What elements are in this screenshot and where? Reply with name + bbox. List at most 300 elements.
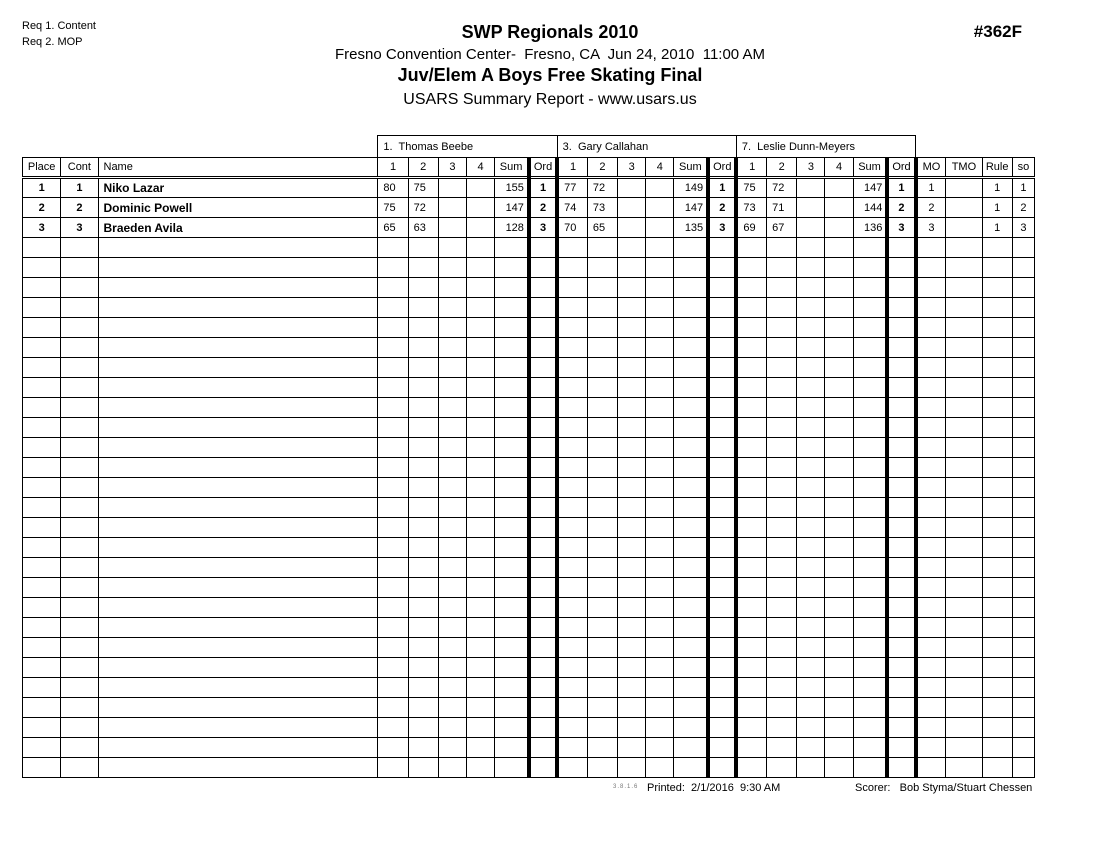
rule-cell (982, 318, 1012, 338)
sum-cell: 128 (495, 218, 529, 238)
score-cell (587, 438, 617, 458)
score-cell (467, 738, 495, 758)
sum-cell (495, 658, 529, 678)
score-cell (618, 518, 646, 538)
sum-cell (674, 738, 708, 758)
score-cell (618, 338, 646, 358)
header-judge3-2: 2 (767, 158, 797, 178)
score-cell (618, 258, 646, 278)
ord-cell (887, 338, 915, 358)
table-row (23, 678, 1035, 698)
score-cell (646, 598, 674, 618)
score-cell (736, 578, 766, 598)
score-cell (467, 658, 495, 678)
place-cell (23, 718, 61, 738)
ord-cell (708, 398, 736, 418)
rule-cell (982, 358, 1012, 378)
mo-cell (916, 678, 946, 698)
score-cell (467, 178, 495, 198)
score-cell (797, 318, 825, 338)
mo-cell (916, 598, 946, 618)
score-cell (767, 718, 797, 738)
mo-cell (916, 558, 946, 578)
score-cell (467, 218, 495, 238)
score-cell (767, 518, 797, 538)
sum-cell (495, 438, 529, 458)
ord-cell: 3 (708, 218, 736, 238)
sum-cell (495, 558, 529, 578)
score-cell (408, 398, 438, 418)
score-cell (767, 558, 797, 578)
name-cell (98, 618, 378, 638)
place-cell: 3 (23, 218, 61, 238)
score-cell (587, 338, 617, 358)
score-cell (797, 338, 825, 358)
cont-cell (61, 718, 98, 738)
score-cell (618, 298, 646, 318)
score-cell (587, 378, 617, 398)
score-cell (587, 418, 617, 438)
ord-cell (708, 258, 736, 278)
name-cell (98, 598, 378, 618)
footer-version: 3.8.1.6 (613, 784, 639, 790)
score-cell (736, 598, 766, 618)
sum-cell (674, 538, 708, 558)
score-cell (797, 458, 825, 478)
score-cell (825, 658, 853, 678)
table-row (23, 278, 1035, 298)
ord-cell (708, 638, 736, 658)
sum-cell (853, 518, 887, 538)
sum-cell (495, 578, 529, 598)
cont-cell (61, 438, 98, 458)
score-cell (825, 478, 853, 498)
name-cell (98, 418, 378, 438)
ord-cell (887, 238, 915, 258)
score-cell (825, 558, 853, 578)
score-cell (408, 498, 438, 518)
score-cell (378, 658, 408, 678)
score-cell (646, 518, 674, 538)
so-cell (1012, 438, 1034, 458)
score-cell (736, 438, 766, 458)
rule-cell (982, 418, 1012, 438)
place-cell (23, 618, 61, 638)
score-cell (646, 738, 674, 758)
sum-cell (495, 638, 529, 658)
ord-cell (887, 358, 915, 378)
score-cell (736, 618, 766, 638)
score-cell (767, 618, 797, 638)
score-cell (587, 258, 617, 278)
ord-cell (529, 398, 557, 418)
table-row (23, 318, 1035, 338)
ord-cell (529, 578, 557, 598)
sum-cell (674, 258, 708, 278)
score-cell (587, 278, 617, 298)
sum-cell (495, 418, 529, 438)
table-row (23, 298, 1035, 318)
rule-cell (982, 638, 1012, 658)
score-cell (767, 238, 797, 258)
mo-cell (916, 518, 946, 538)
score-cell (646, 418, 674, 438)
score-cell (797, 658, 825, 678)
tmo-cell (946, 518, 982, 538)
score-cell (408, 618, 438, 638)
table-row (23, 418, 1035, 438)
score-cell (825, 458, 853, 478)
tmo-cell (946, 358, 982, 378)
sum-cell (853, 478, 887, 498)
score-cell (767, 458, 797, 478)
sum-cell (674, 498, 708, 518)
score-cell (467, 318, 495, 338)
score-cell (736, 298, 766, 318)
ord-cell (529, 298, 557, 318)
score-cell (587, 518, 617, 538)
place-cell: 2 (23, 198, 61, 218)
sum-cell: 136 (853, 218, 887, 238)
ord-cell (887, 598, 915, 618)
score-cell (797, 738, 825, 758)
ord-cell (529, 638, 557, 658)
ord-cell (887, 258, 915, 278)
ord-cell (887, 678, 915, 698)
tmo-cell (946, 678, 982, 698)
rule-cell (982, 298, 1012, 318)
sum-cell (853, 498, 887, 518)
so-cell (1012, 278, 1034, 298)
score-cell (408, 518, 438, 538)
ord-cell (529, 378, 557, 398)
score-cell (646, 178, 674, 198)
score-cell: 77 (557, 178, 587, 198)
cont-cell (61, 318, 98, 338)
table-row (23, 758, 1035, 778)
place-cell (23, 598, 61, 618)
rule-cell (982, 658, 1012, 678)
score-cell (438, 598, 466, 618)
score-cell (646, 378, 674, 398)
score-cell (557, 758, 587, 778)
score-cell (438, 238, 466, 258)
so-cell (1012, 758, 1034, 778)
sum-cell (495, 378, 529, 398)
score-cell (618, 658, 646, 678)
score-cell (618, 278, 646, 298)
sum-cell (853, 458, 887, 478)
tmo-cell (946, 718, 982, 738)
score-cell (467, 378, 495, 398)
sum-cell: 149 (674, 178, 708, 198)
rule-cell (982, 558, 1012, 578)
header-judge3-ord: Ord (887, 158, 915, 178)
mo-cell (916, 658, 946, 678)
table-row (23, 438, 1035, 458)
judge-header-row (23, 136, 1035, 158)
score-cell (587, 478, 617, 498)
table-row (23, 398, 1035, 418)
score-cell (825, 258, 853, 278)
score-cell (736, 638, 766, 658)
name-cell (98, 498, 378, 518)
score-cell (467, 438, 495, 458)
place-cell (23, 398, 61, 418)
score-cell (736, 358, 766, 378)
rule-cell (982, 518, 1012, 538)
header-judge3-4: 4 (825, 158, 853, 178)
sum-cell (674, 558, 708, 578)
score-cell (825, 298, 853, 318)
tmo-cell (946, 698, 982, 718)
score-cell (438, 198, 466, 218)
table-row (23, 178, 1035, 198)
tmo-cell (946, 258, 982, 278)
table-row (23, 518, 1035, 538)
mo-cell (916, 718, 946, 738)
score-cell (378, 478, 408, 498)
score-cell (557, 718, 587, 738)
score-cell (557, 438, 587, 458)
table-row (23, 458, 1035, 478)
score-cell (408, 698, 438, 718)
score-cell (618, 558, 646, 578)
score-cell (378, 518, 408, 538)
tmo-cell (946, 478, 982, 498)
score-cell (438, 178, 466, 198)
header-place: Place (23, 158, 61, 178)
score-cell (767, 678, 797, 698)
score-cell (736, 278, 766, 298)
score-cell (438, 298, 466, 318)
score-cell (825, 278, 853, 298)
score-cell (736, 318, 766, 338)
mo-cell (916, 398, 946, 418)
score-cell (646, 538, 674, 558)
score-cell (767, 498, 797, 518)
score-cell (467, 758, 495, 778)
rule-cell (982, 378, 1012, 398)
score-cell (467, 538, 495, 558)
score-cell (587, 598, 617, 618)
table-row (23, 218, 1035, 238)
score-cell (736, 258, 766, 278)
score-cell (378, 378, 408, 398)
so-cell (1012, 578, 1034, 598)
judge-name-box-2: 3. Gary Callahan (557, 136, 736, 158)
header-mo: MO (916, 158, 946, 178)
sum-cell (674, 578, 708, 598)
score-cell (618, 698, 646, 718)
footer-printed: Printed: 2/1/2016 9:30 AM (647, 782, 781, 794)
mo-cell (916, 698, 946, 718)
score-cell (467, 578, 495, 598)
sum-cell (674, 678, 708, 698)
so-cell (1012, 258, 1034, 278)
tmo-cell (946, 278, 982, 298)
so-cell (1012, 558, 1034, 578)
ord-cell (529, 238, 557, 258)
sum-cell (853, 358, 887, 378)
ord-cell (708, 478, 736, 498)
sum-cell (853, 618, 887, 638)
mo-cell (916, 738, 946, 758)
cont-cell (61, 598, 98, 618)
score-cell (797, 178, 825, 198)
score-cell (557, 698, 587, 718)
score-cell (438, 478, 466, 498)
column-header-row (23, 158, 1035, 178)
ord-cell (529, 358, 557, 378)
score-cell (618, 678, 646, 698)
header-judge1-ord: Ord (529, 158, 557, 178)
sum-cell (853, 438, 887, 458)
name-cell (98, 638, 378, 658)
so-cell (1012, 398, 1034, 418)
tmo-cell (946, 578, 982, 598)
score-cell (557, 358, 587, 378)
score-cell (378, 258, 408, 278)
ord-cell: 1 (887, 178, 915, 198)
score-cell (797, 598, 825, 618)
sum-cell (674, 438, 708, 458)
ord-cell (887, 278, 915, 298)
so-cell (1012, 478, 1034, 498)
score-cell (825, 578, 853, 598)
score-cell (618, 238, 646, 258)
score-cell (618, 438, 646, 458)
ord-cell (708, 738, 736, 758)
score-cell (408, 238, 438, 258)
score-cell (646, 258, 674, 278)
sum-cell (853, 538, 887, 558)
score-cell (767, 418, 797, 438)
header-judge2-sum: Sum (674, 158, 708, 178)
score-cell (557, 518, 587, 538)
score-cell (618, 578, 646, 598)
score-cell (767, 378, 797, 398)
score-cell (797, 678, 825, 698)
place-cell (23, 758, 61, 778)
place-cell (23, 458, 61, 478)
place-cell (23, 378, 61, 398)
tmo-cell (946, 658, 982, 678)
score-cell: 80 (378, 178, 408, 198)
sum-cell (674, 618, 708, 638)
score-cell (736, 498, 766, 518)
sum-cell (495, 478, 529, 498)
sum-cell (674, 378, 708, 398)
tmo-cell (946, 758, 982, 778)
so-cell (1012, 718, 1034, 738)
sum-cell (674, 698, 708, 718)
sum-cell (853, 598, 887, 618)
sum-cell (853, 398, 887, 418)
place-cell (23, 738, 61, 758)
score-cell (736, 678, 766, 698)
header-so: so (1012, 158, 1034, 178)
tmo-cell (946, 398, 982, 418)
score-cell (797, 198, 825, 218)
score-cell (825, 678, 853, 698)
cont-cell: 1 (61, 178, 98, 198)
score-cell (587, 758, 617, 778)
score-cell: 74 (557, 198, 587, 218)
ord-cell (529, 658, 557, 678)
score-cell (408, 358, 438, 378)
sum-cell (853, 238, 887, 258)
rule-cell (982, 538, 1012, 558)
so-cell (1012, 618, 1034, 638)
score-cell: 72 (587, 178, 617, 198)
score-cell (557, 278, 587, 298)
sum-cell (853, 758, 887, 778)
so-cell (1012, 238, 1034, 258)
score-cell (736, 518, 766, 538)
page-title: SWP Regionals 2010 (461, 22, 639, 42)
ord-cell (887, 738, 915, 758)
score-cell (587, 498, 617, 518)
score-cell (438, 538, 466, 558)
tmo-cell (946, 418, 982, 438)
rule-cell (982, 278, 1012, 298)
score-cell (438, 278, 466, 298)
header-judge3-3: 3 (797, 158, 825, 178)
score-cell (408, 438, 438, 458)
ord-cell (708, 598, 736, 618)
cont-cell (61, 498, 98, 518)
ord-cell (708, 338, 736, 358)
score-cell (557, 558, 587, 578)
rule-cell (982, 718, 1012, 738)
rule-cell (982, 438, 1012, 458)
score-cell (646, 198, 674, 218)
score-cell (378, 598, 408, 618)
score-cell (767, 318, 797, 338)
sum-cell (853, 338, 887, 358)
ord-cell (887, 318, 915, 338)
header-judge1-1: 1 (378, 158, 408, 178)
ord-cell (708, 698, 736, 718)
sum-cell (674, 458, 708, 478)
name-cell (98, 358, 378, 378)
sum-cell (674, 638, 708, 658)
score-cell (378, 738, 408, 758)
score-cell (618, 358, 646, 378)
ord-cell (708, 358, 736, 378)
score-cell (825, 618, 853, 638)
rule-cell (982, 238, 1012, 258)
score-cell (467, 238, 495, 258)
tmo-cell (946, 378, 982, 398)
so-cell (1012, 498, 1034, 518)
name-cell: Braeden Avila (98, 218, 378, 238)
score-cell (438, 418, 466, 438)
score-table-body (23, 136, 1035, 778)
score-cell (646, 578, 674, 598)
score-cell (438, 398, 466, 418)
score-cell (467, 418, 495, 438)
score-cell (825, 758, 853, 778)
ord-cell (887, 438, 915, 458)
score-cell (618, 418, 646, 438)
score-cell (587, 318, 617, 338)
score-cell (378, 558, 408, 578)
ord-cell (529, 738, 557, 758)
score-cell (736, 538, 766, 558)
cont-cell (61, 618, 98, 638)
